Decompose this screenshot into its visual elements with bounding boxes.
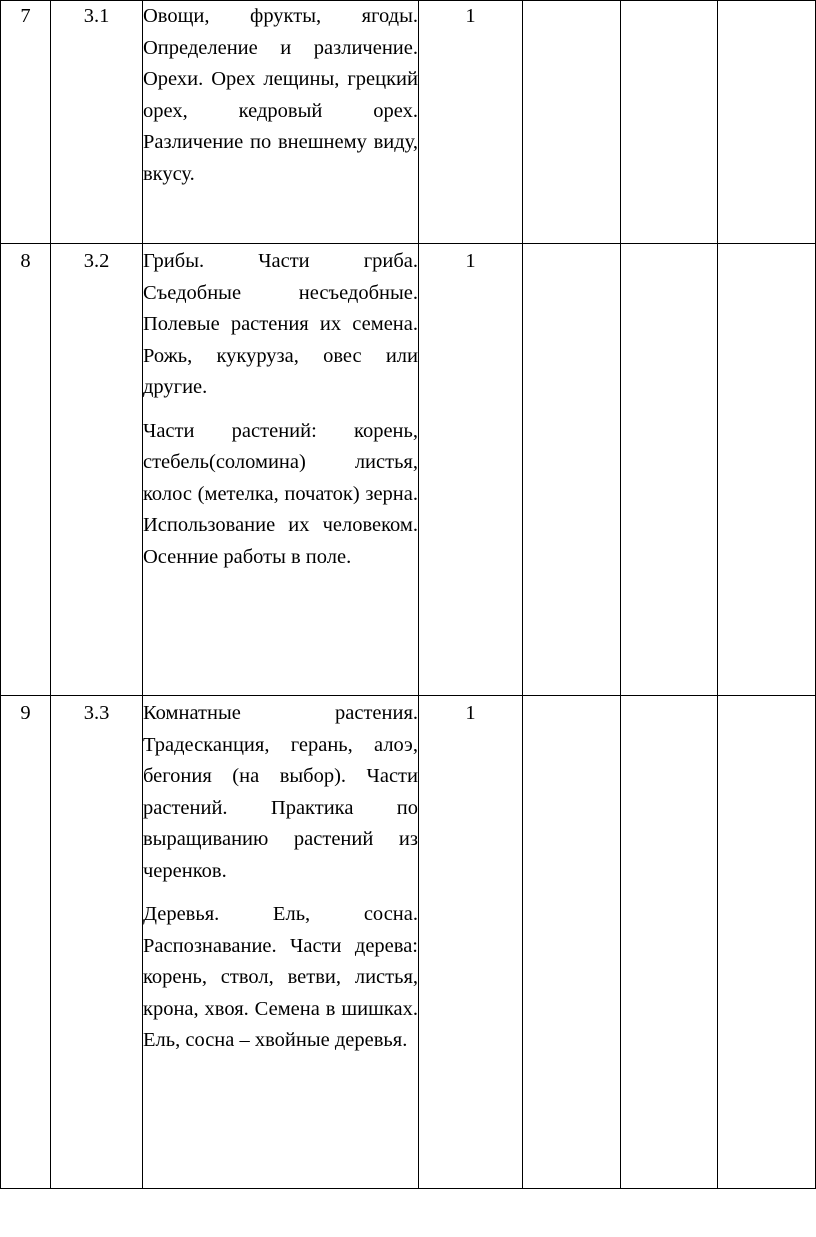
topic-paragraph: Грибы. Части гриба. Съедобные несъедобные. Полевые растения их семена. Рожь, кукуруза, овес или другие.	[143, 250, 418, 398]
empty-cell	[621, 696, 718, 1189]
topic-code: 3.3	[51, 696, 143, 1189]
table-row	[1, 1, 816, 244]
topic-paragraph: Части растений: корень, стебель(соломина) листья, колос (метелка, початок) зерна. Использование их человеком. Осенние работы в поле.	[143, 419, 418, 568]
topic-code: 3.2	[51, 244, 143, 696]
empty-cell	[523, 244, 621, 696]
hours-count: 1	[419, 244, 523, 696]
topic-description	[143, 244, 419, 696]
empty-cell	[523, 696, 621, 1189]
row-number: 8	[1, 244, 51, 696]
empty-cell	[621, 1, 718, 244]
empty-cell	[718, 244, 816, 696]
row-number: 9	[1, 696, 51, 1189]
topic-paragraph: Комнатные растения. Традесканция, герань, алоэ, бегония (на выбор). Части растений. Практика по выращиванию растений из черенков.	[143, 702, 418, 882]
topic-paragraph: Деревья. Ель, сосна. Распознавание. Части дерева: корень, ствол, ветви, листья, крона, хвоя. Семена в шишках. Ель, сосна – хвойные деревья.	[143, 903, 418, 1051]
hours-count: 1	[419, 1, 523, 244]
empty-cell	[718, 696, 816, 1189]
topic-description	[143, 1, 419, 244]
topic-paragraph: Овощи, фрукты, ягоды. Определение и различение. Орехи. Орех лещины, грецкий орех, кедровый орех. Различение по внешнему виду, вкусу.	[143, 5, 418, 185]
topic-description	[143, 696, 419, 1189]
row-number: 7	[1, 1, 51, 244]
table-row	[1, 696, 816, 1189]
empty-cell	[621, 244, 718, 696]
topic-code: 3.1	[51, 1, 143, 244]
table-row	[1, 244, 816, 696]
empty-cell	[718, 1, 816, 244]
hours-count: 1	[419, 696, 523, 1189]
empty-cell	[523, 1, 621, 244]
